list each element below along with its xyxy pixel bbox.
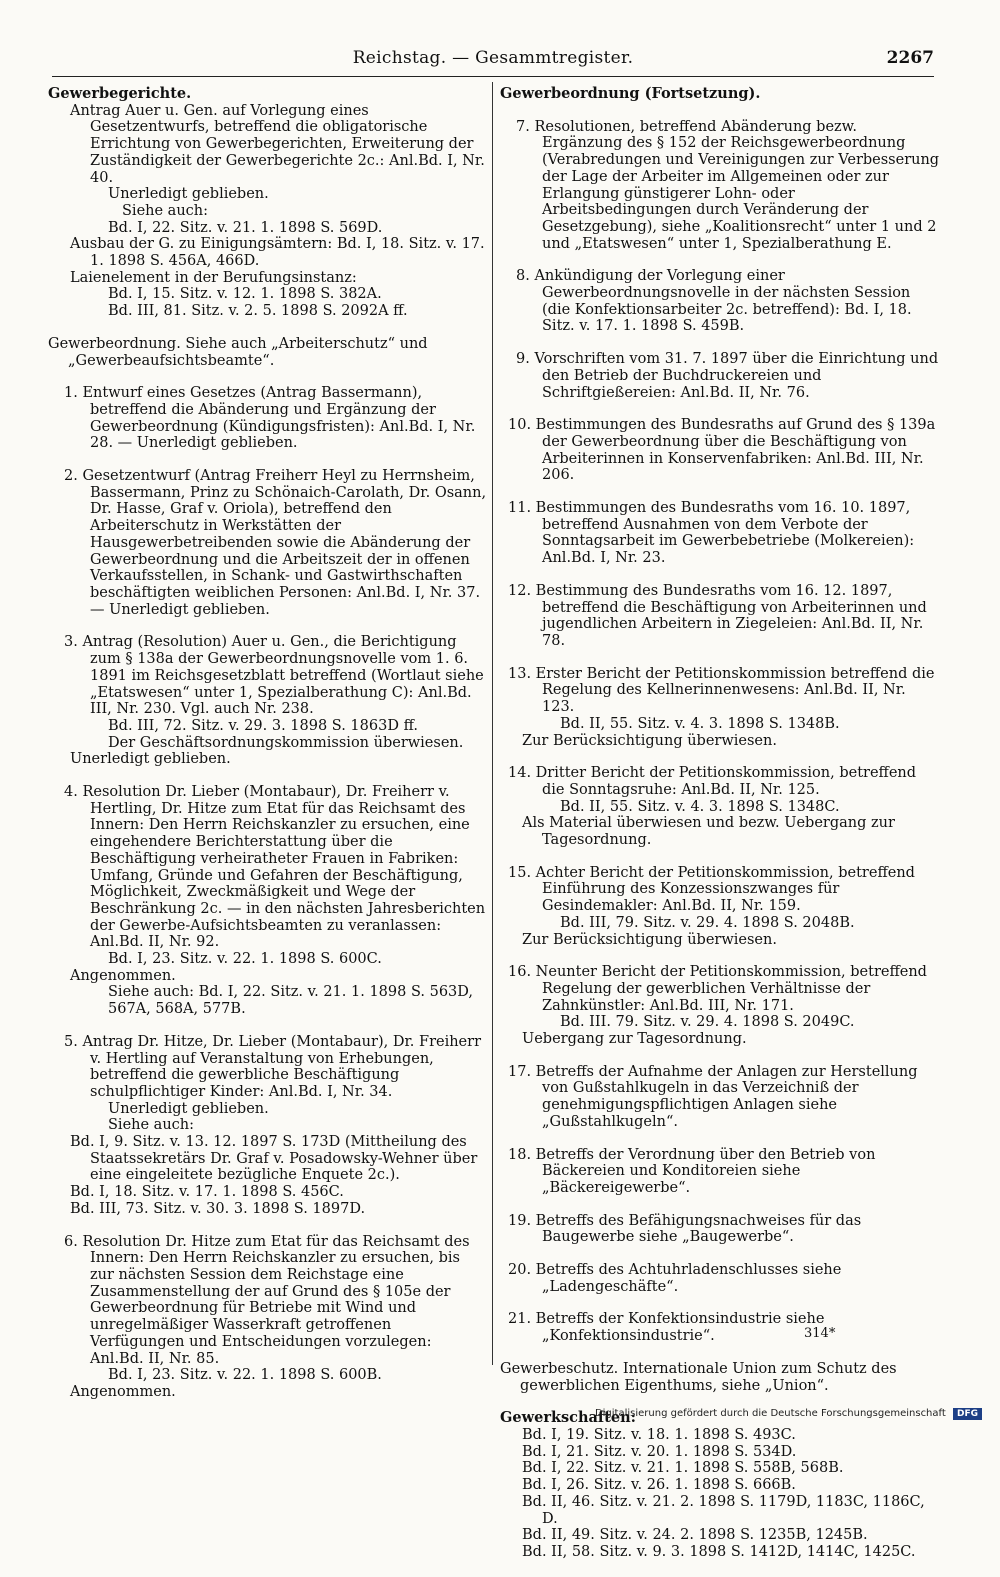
entry-line: Gewerbegerichte.	[48, 85, 192, 102]
index-entry-go6	[48, 1234, 488, 1401]
entry-line: Als Material überwiesen und bezw. Uebergang zur Tagesordnung.	[522, 815, 895, 849]
entry-line: Bd. II, 55. Sitz. v. 4. 3. 1898 S. 1348C.	[560, 798, 840, 815]
running-title: Reichstag. — Gesammtregister.	[352, 48, 634, 68]
index-entry-go13	[500, 666, 940, 750]
entry-line: Uebergang zur Tagesordnung.	[522, 1031, 747, 1048]
entry-line: Bd. I, 19. Sitz. v. 18. 1. 1898 S. 493C.	[522, 1427, 796, 1443]
entry-line: 2. Gesetzentwurf (Antrag Freiherr Heyl zu Herrnsheim, Bassermann, Prinz zu Schönaich-Carolath, Dr. Osann, Dr. Hasse, Graf v. Oriola), betreffend den Arbeiterschutz in Werkstätten der Hausgewerbetreibenden sowie die Abänderung der Gewerbeordnung und die Arbeitszeit der in offenen Verkaufsstellen, in Schank- und Gastwirthschaften beschäftigten weiblichen Personen: Anl.Bd. I, Nr. 37. — Unerledigt geblieben.	[64, 468, 487, 618]
entry-line: Angenommen.	[70, 967, 176, 984]
entry-line: 21. Betreffs der Konfektionsindustrie siehe „Konfektionsindustrie“.	[508, 1311, 825, 1345]
entry-line: Bd. I, 18. Sitz. v. 17. 1. 1898 S. 456C.	[70, 1184, 344, 1201]
entry-line: 18. Betreffs der Verordnung über den Betrieb von Bäckereien und Konditoreien siehe „Bäckereigewerbe“.	[508, 1146, 876, 1196]
entry-line: Antrag Auer u. Gen. auf Vorlegung eines Gesetzentwurfs, betreffend die obligatorische Errichtung von Gewerbegerichten, Erweiterung der Zuständigkeit der Gewerbegerichte 2c.: Anl.Bd. I, Nr. 40.	[70, 102, 485, 186]
entry-line: Unerledigt geblieben.	[108, 186, 269, 203]
entry-line: Bd. III, 81. Sitz. v. 2. 5. 1898 S. 2092A ff.	[108, 303, 408, 320]
entry-line: 1. Entwurf eines Gesetzes (Antrag Bassermann), betreffend die Abänderung und Ergänzung der Gewerbeordnung (Kündigungsfristen): Anl.Bd. I, Nr. 28. — Unerledigt geblieben.	[64, 385, 476, 452]
index-entry-go2	[48, 468, 488, 618]
index-entry-gw	[500, 1410, 940, 1560]
entry-line: Bd. III, 79. Sitz. v. 29. 4. 1898 S. 2048B.	[560, 914, 855, 931]
entry-line: Bd. II, 55. Sitz. v. 4. 3. 1898 S. 1348B.	[560, 715, 840, 732]
entry-line: Bd. I, 22. Sitz. v. 21. 1. 1898 S. 569D.	[108, 219, 383, 236]
entry-line: 13. Erster Bericht der Petitionskommission betreffend die Regelung des Kellnerinnenwesens: Anl.Bd. II, Nr. 123.	[508, 665, 935, 716]
signature-mark: 314*	[804, 1326, 836, 1341]
entry-line: Angenommen.	[70, 1383, 176, 1400]
entry-line: Laienelement in der Berufungsinstanz:	[70, 269, 357, 286]
entry-line: Bd. II, 49. Sitz. v. 24. 2. 1898 S. 1235B, 1245B.	[522, 1527, 868, 1544]
entry-line: Bd. I, 15. Sitz. v. 12. 1. 1898 S. 382A.	[108, 286, 382, 303]
left-column	[48, 86, 488, 1417]
running-head	[52, 46, 934, 77]
entry-line: Bd. I, 9. Sitz. v. 13. 12. 1897 S. 173D (Mittheilung des Staatssekretärs Dr. Graf v. Posadowsky-Wehner über eine eingeleitete bezügliche Enquete 2c.).	[70, 1134, 478, 1184]
index-entry-go17	[500, 1064, 940, 1131]
right-column	[500, 86, 940, 1577]
entry-line: Bd. I, 23. Sitz. v. 22. 1. 1898 S. 600B.	[108, 1367, 382, 1384]
entry-line: 3. Antrag (Resolution) Auer u. Gen., die Berichtigung zum § 138a der Gewerbeordnungsnovelle vom 1. 6. 1891 im Reichsgesetzblatt betreffend (Wortlaut siehe „Etatswesen“ unter 1, Spezialberathung C): Anl.Bd. III, Nr. 230. Vgl. auch Nr. 238.	[64, 634, 484, 718]
entry-line: Zur Berücksichtigung überwiesen.	[522, 732, 777, 749]
entry-line: Bd. III, 73. Sitz. v. 30. 3. 1898 S. 1897D.	[70, 1200, 366, 1217]
index-entry-go9	[500, 351, 940, 401]
entry-line: 9. Vorschriften vom 31. 7. 1897 über die Einrichtung und den Betrieb der Buchdruckereien und Schriftgießereien: Anl.Bd. II, Nr. 76.	[516, 351, 939, 401]
entry-line: Gewerkschaften:	[500, 1409, 636, 1427]
index-entry-go3	[48, 634, 488, 768]
entry-line: Bd. I, 22. Sitz. v. 21. 1. 1898 S. 558B, 568B.	[522, 1460, 844, 1477]
entry-line: Bd. I, 21. Sitz. v. 20. 1. 1898 S. 534D.	[522, 1443, 797, 1460]
index-entry-go12	[500, 583, 940, 650]
entry-line: Bd. III. 79. Sitz. v. 29. 4. 1898 S. 2049C.	[560, 1014, 855, 1031]
entry-line: Gewerbeordnung (Fortsetzung).	[500, 85, 761, 102]
page-number: 2267	[886, 48, 934, 68]
entry-line: 8. Ankündigung der Vorlegung einer Gewerbeordnungsnovelle in der nächsten Session (die Konfektionsarbeiter 2c. betreffend): Bd. I, 18. Sitz. v. 17. 1. 1898 S. 459B.	[516, 268, 912, 335]
entry-line: 6. Resolution Dr. Hitze zum Etat für das Reichsamt des Innern: Den Herrn Reichskanzler zu ersuchen, bis zur nächsten Session dem Reichstage eine Zusammenstellung der auf Grund des § 105e der Gewerbeordnung für Betriebe mit Wind und unregelmäßiger Wasserkraft getroffenen Verfügungen und Entscheidungen vorzulegen: Anl.Bd. II, Nr. 85.	[64, 1233, 470, 1367]
index-entry-go-cont	[500, 86, 940, 103]
entry-line: Siehe auch:	[122, 202, 209, 219]
entry-line: 17. Betreffs der Aufnahme der Anlagen zur Herstellung von Gußstahlkugeln in das Verzeichniß der genehmigungspflichtigen Anlagen siehe „Gußstahlkugeln“.	[508, 1063, 918, 1130]
index-entry-go19	[500, 1213, 940, 1246]
index-entry-go20	[500, 1262, 940, 1295]
entry-line: 14. Dritter Bericht der Petitionskommission, betreffend die Sonntagsruhe: Anl.Bd. II, Nr. 125.	[508, 765, 917, 798]
entry-line: 7. Resolutionen, betreffend Abänderung bezw. Ergänzung des § 152 der Reichsgewerbeordnung (Verabredungen und Vereinigungen zur Verbesserung der Lage der Arbeiter im Allgemeinen oder zur Erlangung günstigerer Lohn- oder Arbeitsbedingungen durch Veränderung der Gesetzgebung), siehe „Koalitionsrecht“ unter 1 und 2 und „Etatswesen“ unter 1, Spezialberathung E.	[516, 118, 940, 252]
entry-line: Bd. I, 26. Sitz. v. 26. 1. 1898 S. 666B.	[522, 1477, 796, 1494]
index-entry-go4	[48, 784, 488, 1018]
entry-line: 15. Achter Bericht der Petitionskommission, betreffend Einführung des Konzessionszwanges für Gesindemakler: Anl.Bd. II, Nr. 159.	[508, 864, 915, 915]
entry-line: Gewerbeordnung. Siehe auch „Arbeiterschutz“ und „Gewerbeaufsichtsbeamte“.	[48, 335, 428, 369]
index-entry-gs	[500, 1361, 940, 1394]
entry-line: Der Geschäftsordnungskommission überwiesen.	[108, 734, 464, 751]
index-entry-gg	[48, 86, 488, 320]
index-entry-go11	[500, 500, 940, 567]
entry-line: 5. Antrag Dr. Hitze, Dr. Lieber (Montabaur), Dr. Freiherr v. Hertling auf Veranstaltung von Erhebungen, betreffend die gewerbliche Beschäftigung schulpflichtiger Kinder: Anl.Bd. I, Nr. 34.	[64, 1033, 482, 1100]
column-divider	[492, 82, 493, 1365]
entry-line: 10. Bestimmungen des Bundesraths auf Grund des § 139a der Gewerbeordnung über die Beschäftigung von Arbeiterinnen in Konservenfabriken: Anl.Bd. III, Nr. 206.	[508, 417, 936, 484]
index-entry-go15	[500, 865, 940, 949]
index-entry-go16	[500, 964, 940, 1048]
entry-line: Bd. III, 72. Sitz. v. 29. 3. 1898 S. 1863D ff.	[108, 717, 418, 734]
entry-line: Siehe auch:	[108, 1117, 195, 1134]
digitization-credit	[595, 1408, 982, 1420]
entry-line: Unerledigt geblieben.	[108, 1100, 269, 1117]
entry-line: 20. Betreffs des Achtuhrladenschlusses siehe „Ladengeschäfte“.	[508, 1262, 842, 1295]
entry-line: Zur Berücksichtigung überwiesen.	[522, 931, 777, 948]
entry-line: Bd. I, 23. Sitz. v. 22. 1. 1898 S. 600C.	[108, 951, 382, 968]
index-entry-go14	[500, 765, 940, 849]
index-entry-go10	[500, 417, 940, 484]
index-entry-go5	[48, 1034, 488, 1218]
entry-line: Gewerbeschutz. Internationale Union zum Schutz des gewerblichen Eigenthums, siehe „Union“.	[500, 1360, 897, 1394]
entry-line: Bd. II, 58. Sitz. v. 9. 3. 1898 S. 1412D, 1414C, 1425C.	[522, 1543, 916, 1560]
credit-text: Digitalisierung gefördert durch die Deutsche Forschungsgemeinschaft	[594, 1408, 946, 1419]
index-entry-go21	[500, 1311, 940, 1344]
entry-line: 4. Resolution Dr. Lieber (Montabaur), Dr. Freiherr v. Hertling, Dr. Hitze zum Etat für das Reichsamt des Innern: Den Herrn Reichskanzler zu ersuchen, eine eingehendere Berichterstattung über die Beschäftigung verheiratheter Frauen in Fabriken: Umfang, Gründe und Gefahren der Beschäftigung, Möglichkeit, Zweckmäßigkeit und Wege der Beschränkung 2c. — in den nächsten Jahresberichten der Gewerbe-Aufsichtsbeamten zu veranlassen: Anl.Bd. II, Nr. 92.	[64, 784, 486, 951]
entry-line: 11. Bestimmungen des Bundesraths vom 16. 10. 1897, betreffend Ausnahmen von dem Verbote der Sonntagsarbeit im Gewerbebetriebe (Molkereien): Anl.Bd. I, Nr. 23.	[508, 500, 915, 567]
entry-line: Siehe auch: Bd. I, 22. Sitz. v. 21. 1. 1898 S. 563D, 567A, 568A, 577B.	[108, 984, 473, 1018]
entry-line: 19. Betreffs des Befähigungsnachweises für das Baugewerbe siehe „Baugewerbe“.	[508, 1212, 862, 1246]
index-entry-go1	[48, 385, 488, 452]
index-entry-go18	[500, 1147, 940, 1197]
index-entry-go7	[500, 119, 940, 253]
entry-line: 16. Neunter Bericht der Petitionskommission, betreffend Regelung der gewerblichen Verhältnisse der Zahnkünstler: Anl.Bd. III, Nr. 171.	[508, 964, 927, 1014]
index-entry-go-head	[48, 336, 488, 369]
entry-line: 12. Bestimmung des Bundesraths vom 16. 12. 1897, betreffend die Beschäftigung von Arbeiterinnen und jugendlichen Arbeitern in Ziegeleien: Anl.Bd. II, Nr. 78.	[508, 582, 927, 649]
dfg-badge: DFG	[953, 1408, 982, 1420]
entry-line: Bd. II, 46. Sitz. v. 21. 2. 1898 S. 1179D, 1183C, 1186C, D.	[522, 1493, 925, 1527]
index-entry-go8	[500, 268, 940, 335]
entry-line: Ausbau der G. zu Einigungsämtern: Bd. I, 18. Sitz. v. 17. 1. 1898 S. 456A, 466D.	[70, 236, 485, 270]
entry-line: Unerledigt geblieben.	[70, 751, 231, 768]
